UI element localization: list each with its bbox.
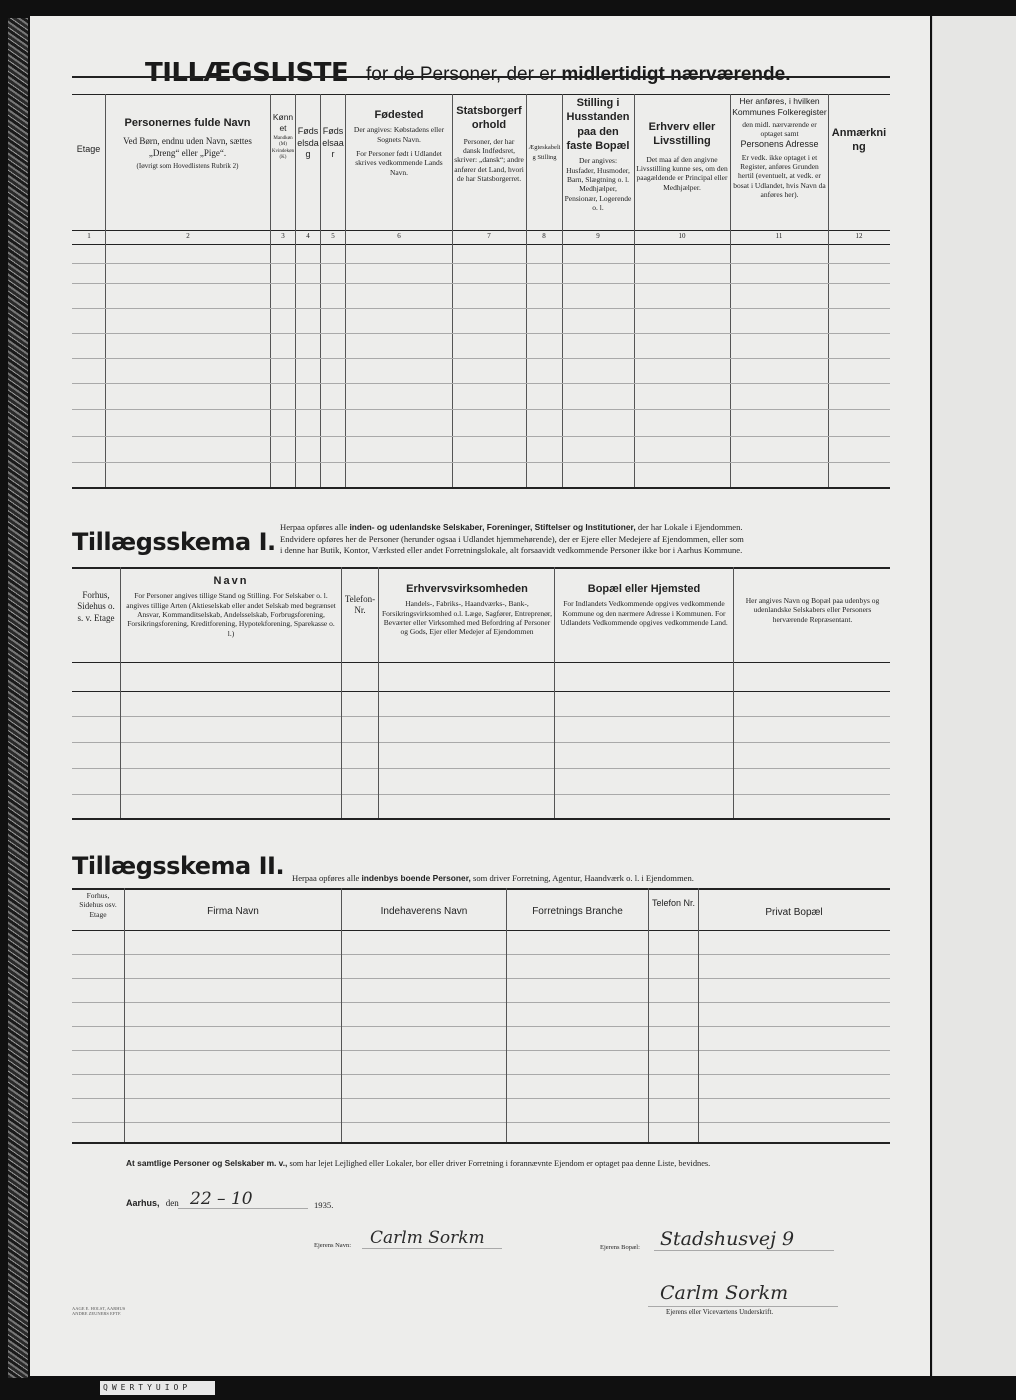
owner-address-handwritten: Stadshusvej 9	[660, 1228, 795, 1250]
list-header-bottom	[72, 230, 890, 231]
col-number: 7	[487, 232, 491, 240]
skema2-title: Tillægsskema II.	[72, 852, 285, 880]
col-register-header: Her anføres, i hvilken Kommunes Folkeregister den midl. nærværende er optaget samt Personens Adresse Er vedk. ikke optaget i et Register, anføres Grunden hertil (eventuelt, at vedk. er bosat i Udlandet, hvis Navn da anføres her).	[732, 96, 827, 200]
skema2-col-private: Privat Bopæl	[765, 907, 823, 918]
skema2-row-rule	[72, 1074, 890, 1075]
skema2-col-sep	[648, 888, 649, 1142]
col-citizenship-header: Statsborgerforhold Personer, der har dansk Indfødsret, skriver: „dansk“; andre anfører det Land, hvori de har Statsborgerret.	[454, 105, 524, 184]
list-row-rule	[72, 462, 890, 463]
skema1-intro: Herpaa opføres alle inden- og udenlandske Selskaber, Foreninger, Stiftelser og Institutioner, der har Lokale i Ejendommen. Endvidere opføres her de Personer (herunder ogsaa i Udlandet hjemmehørende), der er Ejere eller Medejere af Ejendommen, eller som i denne har Butik, Kontor, Værksted eller andet Forretningslokale, alt forsaavidt vedkommende Personer ikke bor i Aarhus Kommune.	[280, 522, 744, 556]
col-number: 11	[775, 232, 783, 240]
col-number: 12	[855, 232, 863, 240]
col-birthyear-header: Fødselsaar	[322, 126, 344, 160]
skema2-col-etage: Forhus, Sidehus osv. Etage	[79, 891, 117, 919]
skema1-col-sep	[378, 567, 379, 818]
skema2-row-rule	[72, 954, 890, 955]
owner-name-label: Ejerens Navn:	[314, 1242, 352, 1249]
col-occupation-header: Erhverv eller Livsstilling Det maa af den angivne Livsstilling kunne ses, om den paagældende er Principal eller Medhjælper.	[636, 121, 728, 192]
skema1-col-representative: Her angives Navn og Bopæl paa udenbys og udenlandske Selskabers eller Personers herværende Repræsentant.	[745, 596, 880, 624]
scan-color-ruler: QWERTYUIOP	[100, 1381, 215, 1395]
skema2-row-rule	[72, 1098, 890, 1099]
list-bottom-rule	[72, 487, 890, 489]
skema1-col-phone: Telefon-Nr.	[344, 594, 376, 616]
skema1-top-rule	[72, 567, 890, 569]
skema1-row-rule	[72, 768, 890, 769]
list-col-sep	[562, 94, 563, 487]
book-binding	[8, 18, 28, 1378]
col-number: 10	[678, 232, 686, 240]
list-subtitle: for de Personer, der er midlertidigt nærværende.	[366, 64, 791, 85]
signature-underline	[648, 1306, 838, 1307]
col-remarks-header: Anmærkning	[831, 127, 887, 154]
list-row-rule	[72, 358, 890, 359]
col-name-header: Personernes fulde Navn Ved Børn, endnu uden Navn, sættes „Dreng“ eller „Pige“. (Iøvrigt som Hovedlistens Rubrik 2)	[123, 117, 252, 170]
list-row-rule	[72, 308, 890, 309]
skema1-row-rule	[72, 691, 890, 692]
skema1-col-name: Navn For Personer angives tillige Stand og Stilling. For Selskaber o. l. angives tillige Arten (Aktieselskab eller andet Selskab med begrænset Ansvar, Kommanditselskab, Andelsselskab, Forbrugsforening, Forsikringsforening, Kreditforening, Hypotekforening, Sparekasse o. l.)	[126, 575, 336, 638]
date-line: Aarhus, den	[126, 1198, 179, 1208]
census-form-page	[30, 16, 930, 1376]
col-number: 8	[542, 232, 546, 240]
skema1-row-rule	[72, 716, 890, 717]
col-number: 4	[306, 232, 310, 240]
skema2-row-rule	[72, 1002, 890, 1003]
col-number: 9	[596, 232, 600, 240]
skema1-col-sep	[554, 567, 555, 818]
col-number: 3	[281, 232, 285, 240]
owner-name-underline	[362, 1248, 502, 1249]
list-row-rule	[72, 333, 890, 334]
skema1-col-business: Erhvervsvirksomheden Handels-, Fabriks-, Haandværks-, Bank-, Forsikringsvirksomhed o.l. Læge, Sagfører, Entreprenør, Beværter eller Virksomhed med Befordring af Personer og Gods, Ejer eller Medejer af Ejendommen	[382, 583, 552, 637]
skema2-bottom-rule	[72, 1142, 890, 1144]
skema2-top-rule	[72, 888, 890, 890]
list-col-sep	[634, 94, 635, 487]
skema1-bottom-rule	[72, 818, 890, 820]
owner-address-label: Ejerens Bopæl:	[600, 1244, 640, 1251]
skema1-col-etage: Forhus, Sidehus o. s. v. Etage	[77, 590, 115, 623]
skema2-header-bottom	[72, 930, 890, 931]
attestation-text: At samtlige Personer og Selskaber m. v., som har lejet Lejlighed eller Lokaler, bor eller driver Forretning i forannævnte Ejendom er optaget paa denne Liste, bevidnes.	[126, 1158, 711, 1168]
list-col-sep	[730, 94, 731, 487]
skema1-col-residence: Bopæl eller Hjemsted For Indlandets Vedkommende opgives vedkommende Kommune og den nærmere Adresse i Kommunen. For Udlandets Vedkommende opgives vedkommende Land.	[560, 583, 728, 628]
col-number: 2	[186, 232, 190, 240]
skema2-col-sep	[124, 888, 125, 1142]
col-gender-header: Kønnet Mandkøn (M) Kvindekøn (K)	[271, 112, 295, 160]
col-household-header: Stilling i Husstanden paa den faste Bopæl Der angives: Husfader, Husmoder, Barn, Slægtning o. l. Medhjælper, Pensionær, Logerende o. l.	[564, 97, 632, 213]
list-row-rule	[72, 409, 890, 410]
skema2-col-sep	[506, 888, 507, 1142]
col-birthday-header: Fødselsdag	[297, 126, 319, 160]
list-row-rule	[72, 383, 890, 384]
list-row-rule	[72, 283, 890, 284]
skema1-row-rule	[72, 794, 890, 795]
list-row-rule	[72, 436, 890, 437]
skema1-title: Tillægsskema I.	[72, 528, 276, 556]
skema2-col-branch: Forretnings Branche	[532, 906, 623, 917]
list-body-top	[72, 244, 890, 245]
list-row-rule	[72, 263, 890, 264]
skema2-row-rule	[72, 1122, 890, 1123]
skema2-col-sep	[698, 888, 699, 1142]
owner-signature: Carlm Sorkm	[660, 1282, 789, 1304]
skema2-row-rule	[72, 1026, 890, 1027]
skema2-col-firm: Firma Navn	[207, 906, 259, 917]
list-title: TILLÆGSLISTE	[145, 58, 349, 88]
col-number: 6	[397, 232, 401, 240]
skema1-row-rule	[72, 742, 890, 743]
list-col-sep	[105, 94, 106, 487]
skema1-header-bottom	[72, 662, 890, 663]
skema2-col-owner: Indehaverens Navn	[380, 906, 468, 917]
adjacent-page-edge	[932, 16, 1016, 1376]
list-col-sep	[828, 94, 829, 487]
owner-address-underline	[654, 1250, 834, 1251]
year: 1935.	[314, 1200, 334, 1210]
skema2-col-sep	[341, 888, 342, 1142]
skema1-col-sep	[120, 567, 121, 818]
col-birthplace-header: Fødested Der angives: Købstadens eller Sognets Navn. For Personer født i Udlandet skrives vedkommende Lands Navn.	[353, 109, 445, 177]
col-number: 5	[331, 232, 335, 240]
owner-name-handwritten: Carlm Sorkm	[370, 1228, 485, 1248]
col-marital-header: Ægteskabelig Stilling	[528, 144, 561, 162]
printer-mark: AAGE E. HOLST, AARHUS ANDRE ZEUNERS EFTF.	[72, 1306, 126, 1317]
handwritten-date: 22 – 10	[190, 1189, 253, 1209]
skema2-col-phone: Telefon Nr.	[651, 898, 696, 908]
skema1-col-sep	[733, 567, 734, 818]
skema2-intro: Herpaa opføres alle indenbys boende Personer, som driver Forretning, Agentur, Haandværk o. l. i Ejendommen.	[292, 873, 694, 883]
list-top-rule	[72, 76, 890, 78]
list-col-sep	[452, 94, 453, 487]
col-number: 1	[87, 232, 91, 240]
col-etage-header: Etage	[76, 144, 101, 154]
list-header-top	[72, 94, 890, 95]
list-col-sep	[345, 94, 346, 487]
skema2-row-rule	[72, 1050, 890, 1051]
skema2-row-rule	[72, 978, 890, 979]
signature-label: Ejerens eller Viceværtens Underskrift.	[666, 1308, 774, 1316]
